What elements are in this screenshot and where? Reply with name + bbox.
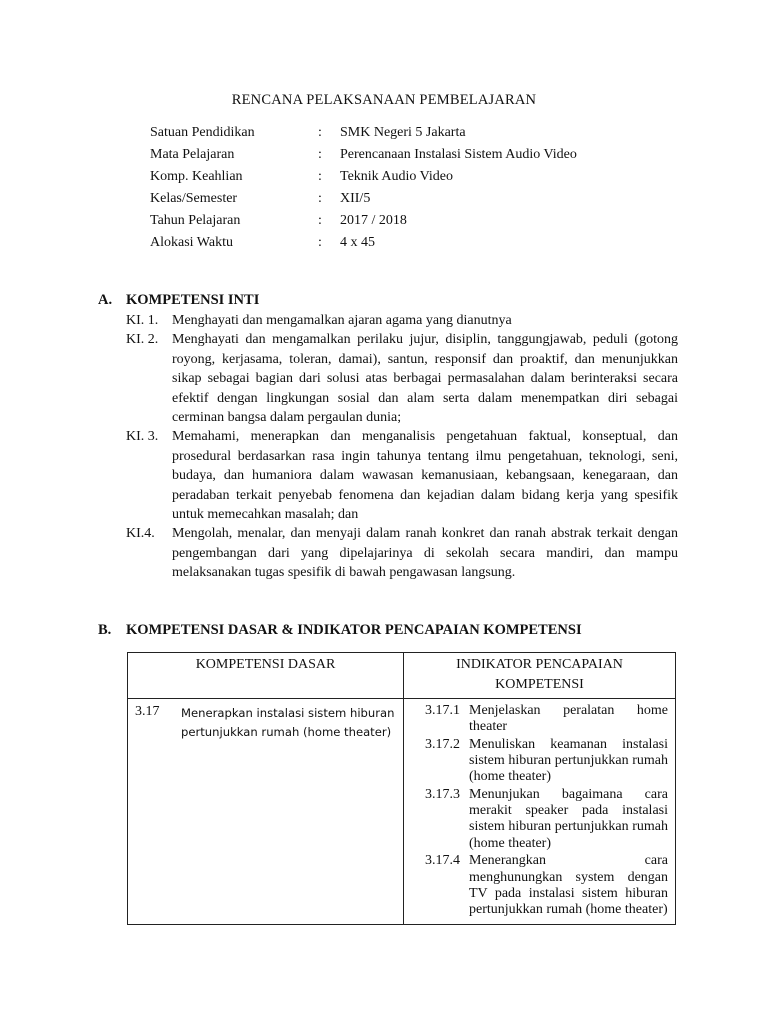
header-kompetensi-dasar: KOMPETENSI DASAR [128,653,404,699]
ki-list [98,311,678,583]
header-indikator-line: KOMPETENSI [495,677,584,692]
kd-number: 3.17 [135,704,160,719]
ki-text: Menghayati dan mengamalkan perilaku jujur, disiplin, tanggungjawab, peduli (gotong royong, kerjasama, toleran, damai), santun, responsif dan proaktif, dan menunjukkan sikap sebagai bagian dari solusi atas berbagai permasalahan dalam berinteraksi secara efektif dengan lingkungan sosial dan alam serta dalam menempatkan diri sebagai cerminan bangsa dalam pergaulan dunia; [172,332,678,426]
identity-colon: : [318,169,322,184]
identity-row-school [150,122,670,144]
indicator-text: Menuliskan keamanan instalasi sistem hiburan pertunjukkan rumah (home theater) [469,736,668,785]
ki-item [98,524,678,582]
indicator-item [425,703,668,735]
section-kompetensi-inti [98,290,678,583]
identity-label: Kelas/Semester [150,191,238,206]
indicator-item [425,853,668,918]
section-heading [98,290,678,310]
ki-text: Memahami, menerapkan dan menganalisis pengetahuan faktual, konseptual, dan prosedural berdasarkan rasa ingin tahunya tentang ilmu pengetahuan, teknologi, seni, budaya, dan humaniora dalam wawasan kemanusiaan, kebangsaan, kenegaraan, dan peradaban terkait penyebab fenomena dan kejadian dalam bidang kerja yang spesifik untuk memecahkan masalah; dan [172,429,678,523]
section-letter: B. [98,622,112,638]
identity-row-time [150,232,670,254]
competency-table [127,652,676,925]
ki-item [98,330,678,427]
ki-item [98,427,678,524]
kd-cell-inner [129,700,402,744]
indicator-list [405,700,674,923]
header-indikator-line: INDIKATOR PENCAPAIAN [456,657,623,672]
identity-value: 2017 / 2018 [340,213,407,228]
indicator-item [425,787,668,852]
section-title: KOMPETENSI INTI [126,292,260,308]
identity-label: Mata Pelajaran [150,147,235,162]
identity-block [150,122,670,254]
identity-colon: : [318,213,322,228]
identity-label: Satuan Pendidikan [150,125,255,140]
identity-row-competency [150,166,670,188]
section-letter: A. [98,292,113,308]
section-title: KOMPETENSI DASAR & INDIKATOR PENCAPAIAN KOMPETENSI [126,622,582,638]
identity-row-year [150,210,670,232]
header-indikator [404,653,676,699]
indicator-text: Menunjukan bagaimana cara merakit speaker pada instalasi sistem hiburan pertunjukkan rumah (home theater) [469,787,668,851]
identity-value: SMK Negeri 5 Jakarta [340,125,466,140]
indicator-item [425,737,668,786]
identity-colon: : [318,147,322,162]
indicator-number: 3.17.4 [425,853,460,869]
document-title: RENCANA PELAKSANAAN PEMBELAJARAN [231,92,537,108]
section-heading [98,620,678,640]
identity-row-subject [150,144,670,166]
identity-label: Alokasi Waktu [150,235,233,250]
indicator-text: Menerangkan cara menghunungkan system dengan TV pada instalasi sistem hiburan pertunjukkan rumah (home theater) [469,853,668,917]
identity-label: Komp. Keahlian [150,169,243,184]
table-row [128,699,676,925]
ki-text: Menghayati dan mengamalkan ajaran agama yang dianutnya [172,313,512,328]
ki-text: Mengolah, menalar, dan menyaji dalam ranah konkret dan ranah abstrak terkait dengan pengembangan dari yang dipelajarinya di sekolah secara mandiri, dan mampu melaksanakan tugas spesifik di bawah pengawasan langsung. [172,526,678,581]
identity-colon: : [318,191,322,206]
ki-number: KI. 1. [126,313,159,328]
table-header-row [128,653,676,699]
section-kompetensi-dasar [98,620,678,640]
identity-label: Tahun Pelajaran [150,213,241,228]
indicator-number: 3.17.3 [425,787,460,803]
ki-number: KI.4. [126,526,155,542]
indicator-number: 3.17.2 [425,736,460,752]
kd-cell [128,699,404,925]
identity-row-class [150,188,670,210]
identity-value: 4 x 45 [340,235,375,250]
ki-number: KI. 3. [126,429,159,445]
indicator-text: Menjelaskan peralatan home theater [469,703,668,735]
identity-colon: : [318,125,322,140]
ki-number: KI. 2. [126,332,159,348]
identity-value: Perencanaan Instalasi Sistem Audio Video [340,147,577,162]
indicator-number: 3.17.1 [425,703,460,718]
indicator-cell [404,699,676,925]
kd-text: Menerapkan instalasi sistem hiburan pertunjukkan rumah (home theater) [181,706,395,739]
identity-value: XII/5 [340,191,371,206]
identity-colon: : [318,235,322,250]
identity-value: Teknik Audio Video [340,169,454,184]
ki-item [98,311,678,330]
